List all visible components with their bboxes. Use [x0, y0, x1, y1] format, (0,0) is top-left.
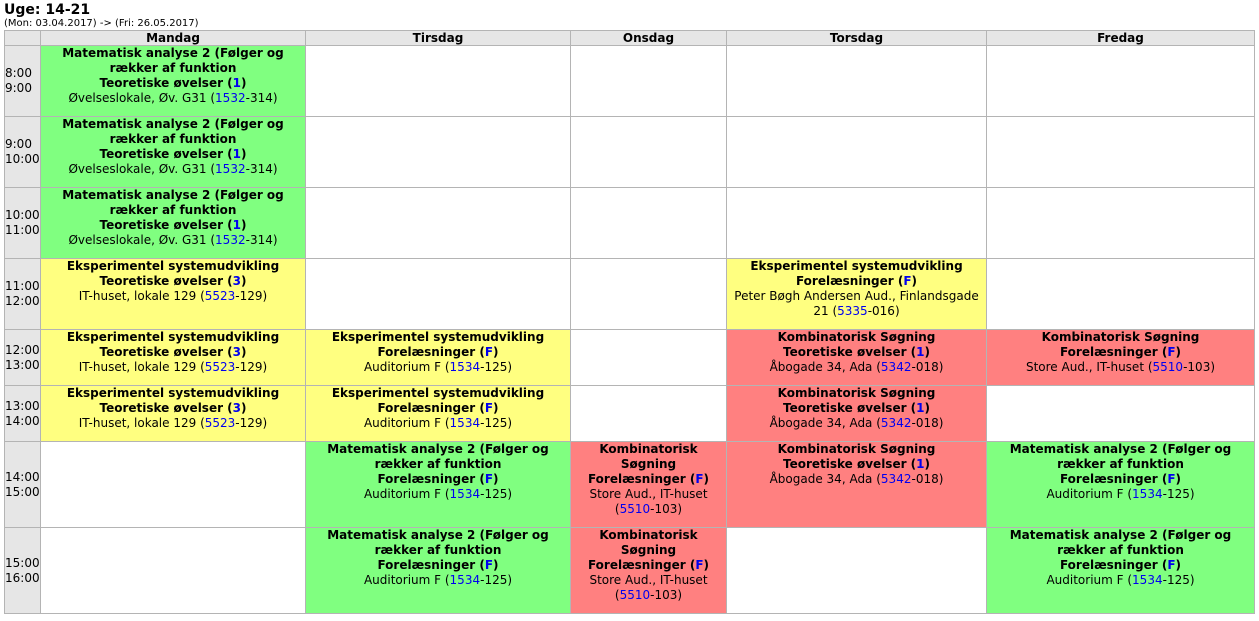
event-cell[interactable] [41, 330, 306, 386]
team-link[interactable]: 1 [232, 218, 242, 232]
empty-slot-tirsdag [306, 46, 571, 117]
empty-slot-onsdag [571, 386, 727, 442]
room-number: 018 [915, 472, 939, 486]
event-location: IT-huset, lokale 129 [78, 360, 197, 374]
team-link[interactable]: F [484, 558, 494, 572]
team-link[interactable]: F [484, 401, 494, 415]
event-location: Åbogade 34, Ada [769, 472, 873, 486]
event-type: Forelæsninger [1059, 345, 1158, 359]
event-cell[interactable] [571, 442, 727, 528]
time-cell [5, 386, 41, 442]
event-title: Eksperimentel systemudvikling [331, 330, 545, 344]
event-type: Forelæsninger [1059, 472, 1158, 486]
event-cell[interactable] [306, 528, 571, 614]
event-location-line: Store Aud., IT-huset (5510-103) [589, 487, 708, 516]
event-type-line: Forelæsninger (F) [377, 401, 499, 415]
building-link[interactable]: 5523 [204, 360, 236, 374]
schedule-header [4, 2, 199, 30]
event-title: Eksperimentel systemudvikling [66, 386, 280, 400]
event-type: Teoretiske øvelser [99, 147, 223, 161]
event-type: Teoretiske øvelser [99, 401, 223, 415]
event-type: Teoretiske øvelser [782, 457, 907, 471]
time-end: 9:00 [5, 81, 32, 95]
event-type: Forelæsninger [795, 274, 894, 288]
team-link[interactable]: 3 [232, 401, 242, 415]
event-location-line: IT-huset, lokale 129 (5523-129) [78, 416, 268, 430]
room-number: 125 [1166, 487, 1190, 501]
day-header-row [5, 31, 1255, 46]
building-link[interactable]: 5510 [1152, 360, 1184, 374]
empty-slot-onsdag [571, 330, 727, 386]
team-link[interactable]: 1 [916, 345, 925, 359]
time-start: 14:00 [5, 469, 40, 484]
time-end: 14:00 [5, 413, 40, 428]
event-type: Teoretiske øvelser [99, 274, 223, 288]
event-title: Matematisk analyse 2 (Følger og rækker af funktion [1009, 528, 1232, 557]
event-cell[interactable] [727, 259, 987, 330]
event-type-line: Teoretiske øvelser (1) [99, 76, 247, 90]
event-title: Eksperimentel systemudvikling [66, 330, 280, 344]
time-end: 13:00 [5, 357, 40, 372]
date-range: (Mon: 03.04.2017) -> (Fri: 26.05.2017) [4, 18, 199, 29]
building-link[interactable]: 1534 [449, 487, 481, 501]
event-location-line: Auditorium F (1534-125) [1046, 573, 1195, 587]
time-slot-row [5, 117, 1255, 188]
event-title: Matematisk analyse 2 (Følger og rækker af funktion [1009, 442, 1232, 471]
event-cell[interactable] [987, 528, 1255, 614]
event-location-line: IT-huset, lokale 129 (5523-129) [78, 289, 268, 303]
event-location: Auditorium F [363, 416, 442, 430]
team-link[interactable]: F [695, 558, 704, 572]
time-start: 10:00 [5, 208, 40, 222]
event-cell[interactable] [41, 386, 306, 442]
time-start: 15:00 [5, 555, 40, 570]
event-cell[interactable] [41, 117, 306, 188]
building-link[interactable]: 5510 [619, 502, 651, 516]
building-link[interactable]: 5335 [837, 304, 868, 318]
event-location-line: Åbogade 34, Ada (5342-018) [769, 360, 944, 374]
event-type-line: Forelæsninger (F) [377, 472, 499, 486]
event-location: Auditorium F [363, 573, 442, 587]
time-slot-row [5, 259, 1255, 330]
empty-slot-torsdag [727, 188, 987, 259]
empty-slot-fredag [987, 46, 1255, 117]
event-type: Forelæsninger [1059, 558, 1158, 572]
event-type-line: Teoretiske øvelser (1) [99, 218, 247, 232]
team-link[interactable]: F [1167, 345, 1176, 359]
team-link[interactable]: F [695, 472, 704, 486]
corner-cell [5, 31, 41, 46]
time-cell [5, 330, 41, 386]
event-type-line: Forelæsninger (F) [795, 274, 918, 288]
event-location-line: Øvelseslokale, Øv. G31 (1532-314) [68, 162, 278, 176]
event-cell[interactable] [306, 330, 571, 386]
team-link[interactable]: F [484, 472, 494, 486]
event-title: Kombinatorisk Søgning [599, 528, 698, 557]
event-cell[interactable] [41, 259, 306, 330]
team-link[interactable]: F [903, 274, 912, 288]
event-type: Forelæsninger [377, 558, 476, 572]
empty-slot-onsdag [571, 188, 727, 259]
empty-slot-fredag [987, 386, 1255, 442]
event-type-line: Teoretiske øvelser (1) [782, 345, 931, 359]
empty-slot-torsdag [727, 528, 987, 614]
building-link[interactable]: 1534 [1132, 487, 1163, 501]
event-cell[interactable] [987, 442, 1255, 528]
event-location-line: Auditorium F (1534-125) [1046, 487, 1195, 501]
event-location-line: Øvelseslokale, Øv. G31 (1532-314) [68, 233, 278, 247]
event-type: Teoretiske øvelser [782, 401, 907, 415]
time-end: 11:00 [5, 223, 40, 237]
time-cell [5, 188, 41, 259]
event-cell[interactable] [727, 330, 987, 386]
schedule-table [4, 30, 1255, 614]
event-type-line: Teoretiske øvelser (3) [99, 345, 247, 359]
event-location-line: Øvelseslokale, Øv. G31 (1532-314) [68, 91, 278, 105]
time-start: 11:00 [5, 279, 40, 293]
room-number: 018 [915, 416, 939, 430]
event-location: IT-huset, lokale 129 [78, 416, 197, 430]
team-link[interactable]: F [484, 345, 494, 359]
event-cell[interactable] [727, 442, 987, 528]
event-location: Store Aud., IT-huset [589, 487, 708, 501]
building-link[interactable]: 1532 [215, 233, 246, 247]
time-slot-row [5, 386, 1255, 442]
event-cell[interactable] [727, 386, 987, 442]
building-link[interactable]: 1534 [449, 573, 481, 587]
empty-slot-torsdag [727, 117, 987, 188]
building-link[interactable]: 5342 [880, 360, 912, 374]
empty-slot-tirsdag [306, 117, 571, 188]
event-type: Teoretiske øvelser [782, 345, 907, 359]
building-link[interactable]: 5510 [619, 588, 651, 602]
event-location: Øvelseslokale, Øv. G31 [68, 91, 207, 105]
time-end: 15:00 [5, 484, 40, 499]
room-number: 103 [654, 502, 678, 516]
event-cell[interactable] [41, 46, 306, 117]
building-link[interactable]: 1532 [215, 162, 246, 176]
event-location-line: Store Aud., IT-huset (5510-103) [589, 573, 708, 602]
empty-slot-fredag [987, 188, 1255, 259]
event-title: Kombinatorisk Søgning [1041, 330, 1200, 344]
empty-slot-tirsdag [306, 188, 571, 259]
building-link[interactable]: 5523 [204, 289, 236, 303]
event-type: Teoretiske øvelser [99, 218, 223, 232]
event-type: Teoretiske øvelser [99, 345, 223, 359]
team-link[interactable]: 1 [916, 457, 925, 471]
room-number: 125 [484, 573, 508, 587]
building-link[interactable]: 1534 [1132, 573, 1163, 587]
time-cell [5, 442, 41, 528]
event-title: Matematisk analyse 2 (Følger og rækker af funktion [62, 46, 284, 75]
day-header-onsdag: Onsdag [571, 31, 727, 46]
time-slot-row [5, 188, 1255, 259]
event-location: Auditorium F [363, 487, 442, 501]
time-start: 8:00 [5, 66, 32, 80]
empty-slot-tirsdag [306, 259, 571, 330]
event-title: Kombinatorisk Søgning [599, 442, 698, 471]
room-number: 125 [484, 416, 508, 430]
event-type-line: Teoretiske øvelser (1) [782, 457, 931, 471]
time-slot-row [5, 442, 1255, 528]
team-link[interactable]: 1 [232, 147, 242, 161]
time-cell [5, 46, 41, 117]
room-number: 314 [249, 91, 273, 105]
event-type-line: Teoretiske øvelser (3) [99, 274, 247, 288]
time-slot-row [5, 46, 1255, 117]
event-title: Matematisk analyse 2 (Følger og rækker af funktion [327, 442, 549, 471]
time-start: 9:00 [5, 137, 32, 151]
empty-slot-fredag [987, 117, 1255, 188]
empty-slot-fredag [987, 259, 1255, 330]
event-location-line: Auditorium F (1534-125) [363, 573, 513, 587]
room-number: 018 [915, 360, 939, 374]
room-number: 314 [249, 233, 273, 247]
time-start: 12:00 [5, 342, 40, 357]
event-type: Forelæsninger [377, 472, 476, 486]
event-location: IT-huset, lokale 129 [78, 289, 197, 303]
room-number: 125 [484, 487, 508, 501]
day-header-tirsdag: Tirsdag [306, 31, 571, 46]
event-title: Kombinatorisk Søgning [777, 386, 936, 400]
week-title: Uge: 14-21 [4, 2, 91, 18]
team-link[interactable]: F [1167, 472, 1176, 486]
team-link[interactable]: F [1167, 558, 1176, 572]
event-title: Matematisk analyse 2 (Følger og rækker af funktion [62, 117, 284, 146]
time-cell [5, 117, 41, 188]
room-number: 103 [654, 588, 678, 602]
event-location: Auditorium F [363, 360, 442, 374]
room-number: 016 [872, 304, 895, 318]
empty-slot-mandag [41, 442, 306, 528]
team-link[interactable]: 3 [232, 345, 242, 359]
event-location-line: IT-huset, lokale 129 (5523-129) [78, 360, 268, 374]
event-type-line: Forelæsninger (F) [1059, 472, 1182, 486]
team-link[interactable]: 1 [232, 76, 242, 90]
building-link[interactable]: 5342 [880, 416, 912, 430]
empty-slot-torsdag [727, 46, 987, 117]
event-type: Forelæsninger [377, 401, 476, 415]
event-location: Peter Bøgh Andersen Aud., Finlandsgade 21 [734, 289, 979, 318]
event-type-line: Forelæsninger (F) [587, 558, 710, 572]
event-type-line: Teoretiske øvelser (1) [782, 401, 931, 415]
event-title: Kombinatorisk Søgning [777, 330, 936, 344]
time-cell [5, 528, 41, 614]
event-type-line: Teoretiske øvelser (1) [99, 147, 247, 161]
event-type-line: Forelæsninger (F) [377, 345, 499, 359]
team-link[interactable]: 1 [916, 401, 925, 415]
event-location-line: Store Aud., IT-huset (5510-103) [1025, 360, 1216, 374]
event-location-line: Auditorium F (1534-125) [363, 360, 513, 374]
event-title: Eksperimentel systemudvikling [66, 259, 280, 273]
event-location-line: Auditorium F (1534-125) [363, 416, 513, 430]
event-location: Auditorium F [1046, 573, 1124, 587]
time-end: 12:00 [5, 294, 40, 308]
room-number: 125 [1166, 573, 1190, 587]
time-slot-row [5, 330, 1255, 386]
time-end: 10:00 [5, 152, 40, 166]
event-location: Øvelseslokale, Øv. G31 [68, 233, 207, 247]
event-type: Teoretiske øvelser [99, 76, 223, 90]
day-header-mandag: Mandag [41, 31, 306, 46]
event-cell[interactable] [306, 442, 571, 528]
empty-slot-onsdag [571, 46, 727, 117]
event-title: Eksperimentel systemudvikling [331, 386, 545, 400]
building-link[interactable]: 1534 [449, 416, 481, 430]
event-title: Matematisk analyse 2 (Følger og rækker af funktion [327, 528, 549, 557]
building-link[interactable]: 1532 [215, 91, 246, 105]
event-cell[interactable] [571, 528, 727, 614]
team-link[interactable]: 3 [232, 274, 242, 288]
time-end: 16:00 [5, 570, 40, 585]
room-number: 125 [484, 360, 508, 374]
event-location: Auditorium F [1046, 487, 1124, 501]
event-type-line: Forelæsninger (F) [377, 558, 499, 572]
schedule-body [5, 46, 1255, 614]
room-number: 129 [239, 416, 263, 430]
event-location-line: Åbogade 34, Ada (5342-018) [769, 416, 944, 430]
room-number: 129 [239, 360, 263, 374]
room-number: 314 [249, 162, 273, 176]
event-location: Øvelseslokale, Øv. G31 [68, 162, 207, 176]
event-cell[interactable] [306, 386, 571, 442]
time-slot-row [5, 528, 1255, 614]
event-type: Forelæsninger [587, 558, 686, 572]
room-number: 103 [1187, 360, 1211, 374]
event-title: Eksperimentel systemudvikling [750, 259, 963, 273]
building-link[interactable]: 1534 [449, 360, 481, 374]
time-start: 13:00 [5, 398, 40, 413]
empty-slot-mandag [41, 528, 306, 614]
building-link[interactable]: 5523 [204, 416, 236, 430]
day-header-torsdag: Torsdag [727, 31, 987, 46]
empty-slot-onsdag [571, 117, 727, 188]
event-title: Kombinatorisk Søgning [777, 442, 936, 456]
event-cell[interactable] [987, 330, 1255, 386]
event-location: Åbogade 34, Ada [769, 360, 873, 374]
empty-slot-onsdag [571, 259, 727, 330]
event-location-line: Auditorium F (1534-125) [363, 487, 513, 501]
event-cell[interactable] [41, 188, 306, 259]
event-location-line: Åbogade 34, Ada (5342-018) [769, 472, 944, 486]
event-location-line: Peter Bøgh Andersen Aud., Finlandsgade 21 (5335-016) [734, 289, 979, 318]
event-location: Store Aud., IT-huset [1025, 360, 1145, 374]
day-header-fredag: Fredag [987, 31, 1255, 46]
event-type-line: Forelæsninger (F) [587, 472, 710, 486]
building-link[interactable]: 5342 [880, 472, 912, 486]
event-type: Forelæsninger [377, 345, 476, 359]
event-title: Matematisk analyse 2 (Følger og rækker af funktion [62, 188, 284, 217]
room-number: 129 [239, 289, 263, 303]
event-type-line: Forelæsninger (F) [1059, 558, 1182, 572]
event-location: Store Aud., IT-huset [589, 573, 708, 587]
time-cell [5, 259, 41, 330]
event-location: Åbogade 34, Ada [769, 416, 873, 430]
event-type-line: Teoretiske øvelser (3) [99, 401, 247, 415]
event-type-line: Forelæsninger (F) [1059, 345, 1182, 359]
event-type: Forelæsninger [587, 472, 686, 486]
